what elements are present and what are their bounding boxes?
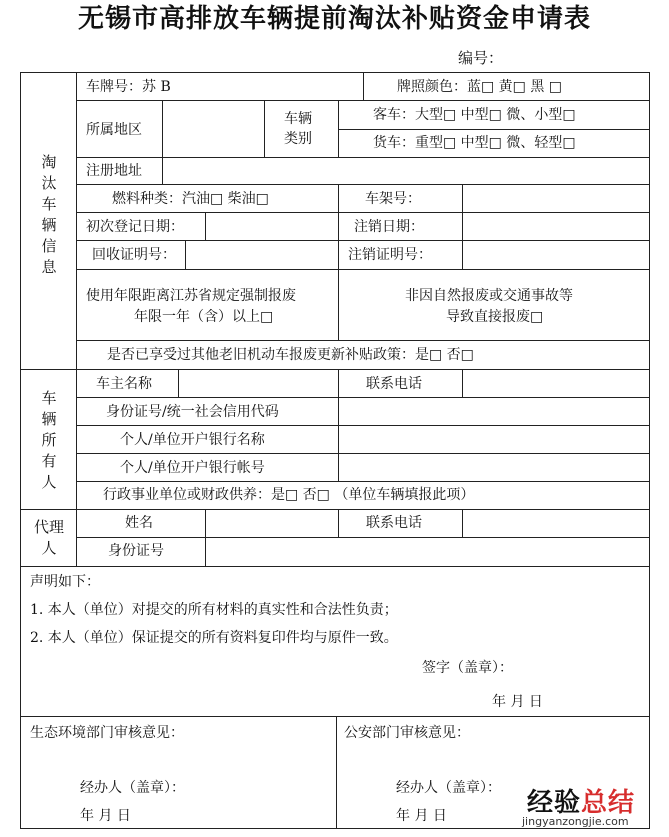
declaration-item-1: 1. 本人（单位）对提交的所有材料的真实性和合法性负责；	[30, 602, 398, 618]
subsidy-policy-question: 是否已享受过其他老旧机动车报废更新补贴政策：是□ 否□	[107, 347, 474, 363]
plate-color-options: 牌照颜色：蓝□ 黄□ 黑 □	[397, 79, 563, 95]
police-review-date: 年 月 日	[396, 808, 447, 824]
section-label-vehicle-info: 淘 汰 车 辆 信 息	[41, 153, 57, 276]
recycle-certificate-label: 回收证明号：	[92, 247, 176, 263]
service-term-condition-2: 年限一年（含）以上□	[134, 309, 274, 325]
form-title: 无锡市高排放车辆提前淘汰补贴资金申请表	[77, 4, 591, 34]
plate-number-label: 车牌号：苏 B	[86, 79, 171, 95]
non-accident-condition: 非因自然报废或交通事故等	[405, 288, 573, 304]
section-label-agent: 代理 人	[33, 518, 64, 557]
agent-phone-label: 联系电话	[366, 515, 422, 531]
bus-size-options: 客车：大型□ 中型□ 微、小型□	[373, 107, 576, 123]
section-label-vehicle-owner: 车 辆 所 有 人	[41, 389, 57, 491]
cancellation-date-label: 注销日期：	[354, 219, 424, 235]
watermark-text-black: 经验	[527, 788, 582, 818]
serial-number-label: 编号：	[458, 49, 504, 67]
env-review-date: 年 月 日	[80, 808, 131, 824]
registered-address-label: 注册地址	[86, 163, 142, 179]
truck-size-options: 货车：重型□ 中型□ 微、轻型□	[373, 135, 576, 151]
cancellation-certificate-label: 注销证明号：	[348, 247, 432, 263]
owner-id-label: 身份证号/统一社会信用代码	[106, 404, 279, 420]
watermark-text-red: 总结	[581, 788, 636, 818]
bank-account-label: 个人/单位开户银行帐号	[120, 460, 265, 476]
fuel-type-options: 燃料种类：汽油□ 柴油□	[112, 191, 269, 207]
region-label: 所属地区	[86, 122, 142, 138]
police-dept-review-label: 公安部门审核意见：	[344, 725, 470, 741]
first-registration-date-label: 初次登记日期：	[86, 219, 184, 235]
declaration-date: 年 月 日	[492, 694, 543, 710]
agent-id-label: 身份证号	[108, 543, 164, 559]
owner-phone-label: 联系电话	[366, 376, 422, 392]
declaration-heading: 声明如下：	[30, 574, 100, 590]
government-unit-question: 行政事业单位或财政供养：是□ 否□ （单位车辆填报此项）	[103, 487, 475, 503]
env-handler-label: 经办人（盖章）：	[80, 780, 185, 796]
watermark-logo	[527, 782, 635, 819]
signature-label: 签字（盖章）：	[422, 660, 513, 676]
police-handler-label: 经办人（盖章）：	[396, 780, 501, 796]
declaration-item-2: 2. 本人（单位）保证提交的所有资料复印件均与原件一致。	[30, 630, 398, 646]
vehicle-category-label-2: 类别	[284, 131, 312, 147]
agent-name-label: 姓名	[125, 515, 153, 531]
owner-name-label: 车主名称	[96, 376, 152, 392]
bank-name-label: 个人/单位开户银行名称	[120, 432, 265, 448]
watermark-url: jingyanzongjie.com	[522, 815, 629, 828]
env-dept-review-label: 生态环境部门审核意见：	[30, 725, 184, 741]
service-term-condition: 使用年限距离江苏省规定强制报废	[86, 288, 296, 304]
non-accident-condition-2: 导致直接报废□	[446, 309, 544, 325]
vehicle-category-label: 车辆	[284, 111, 312, 127]
frame-number-label: 车架号：	[365, 191, 421, 207]
